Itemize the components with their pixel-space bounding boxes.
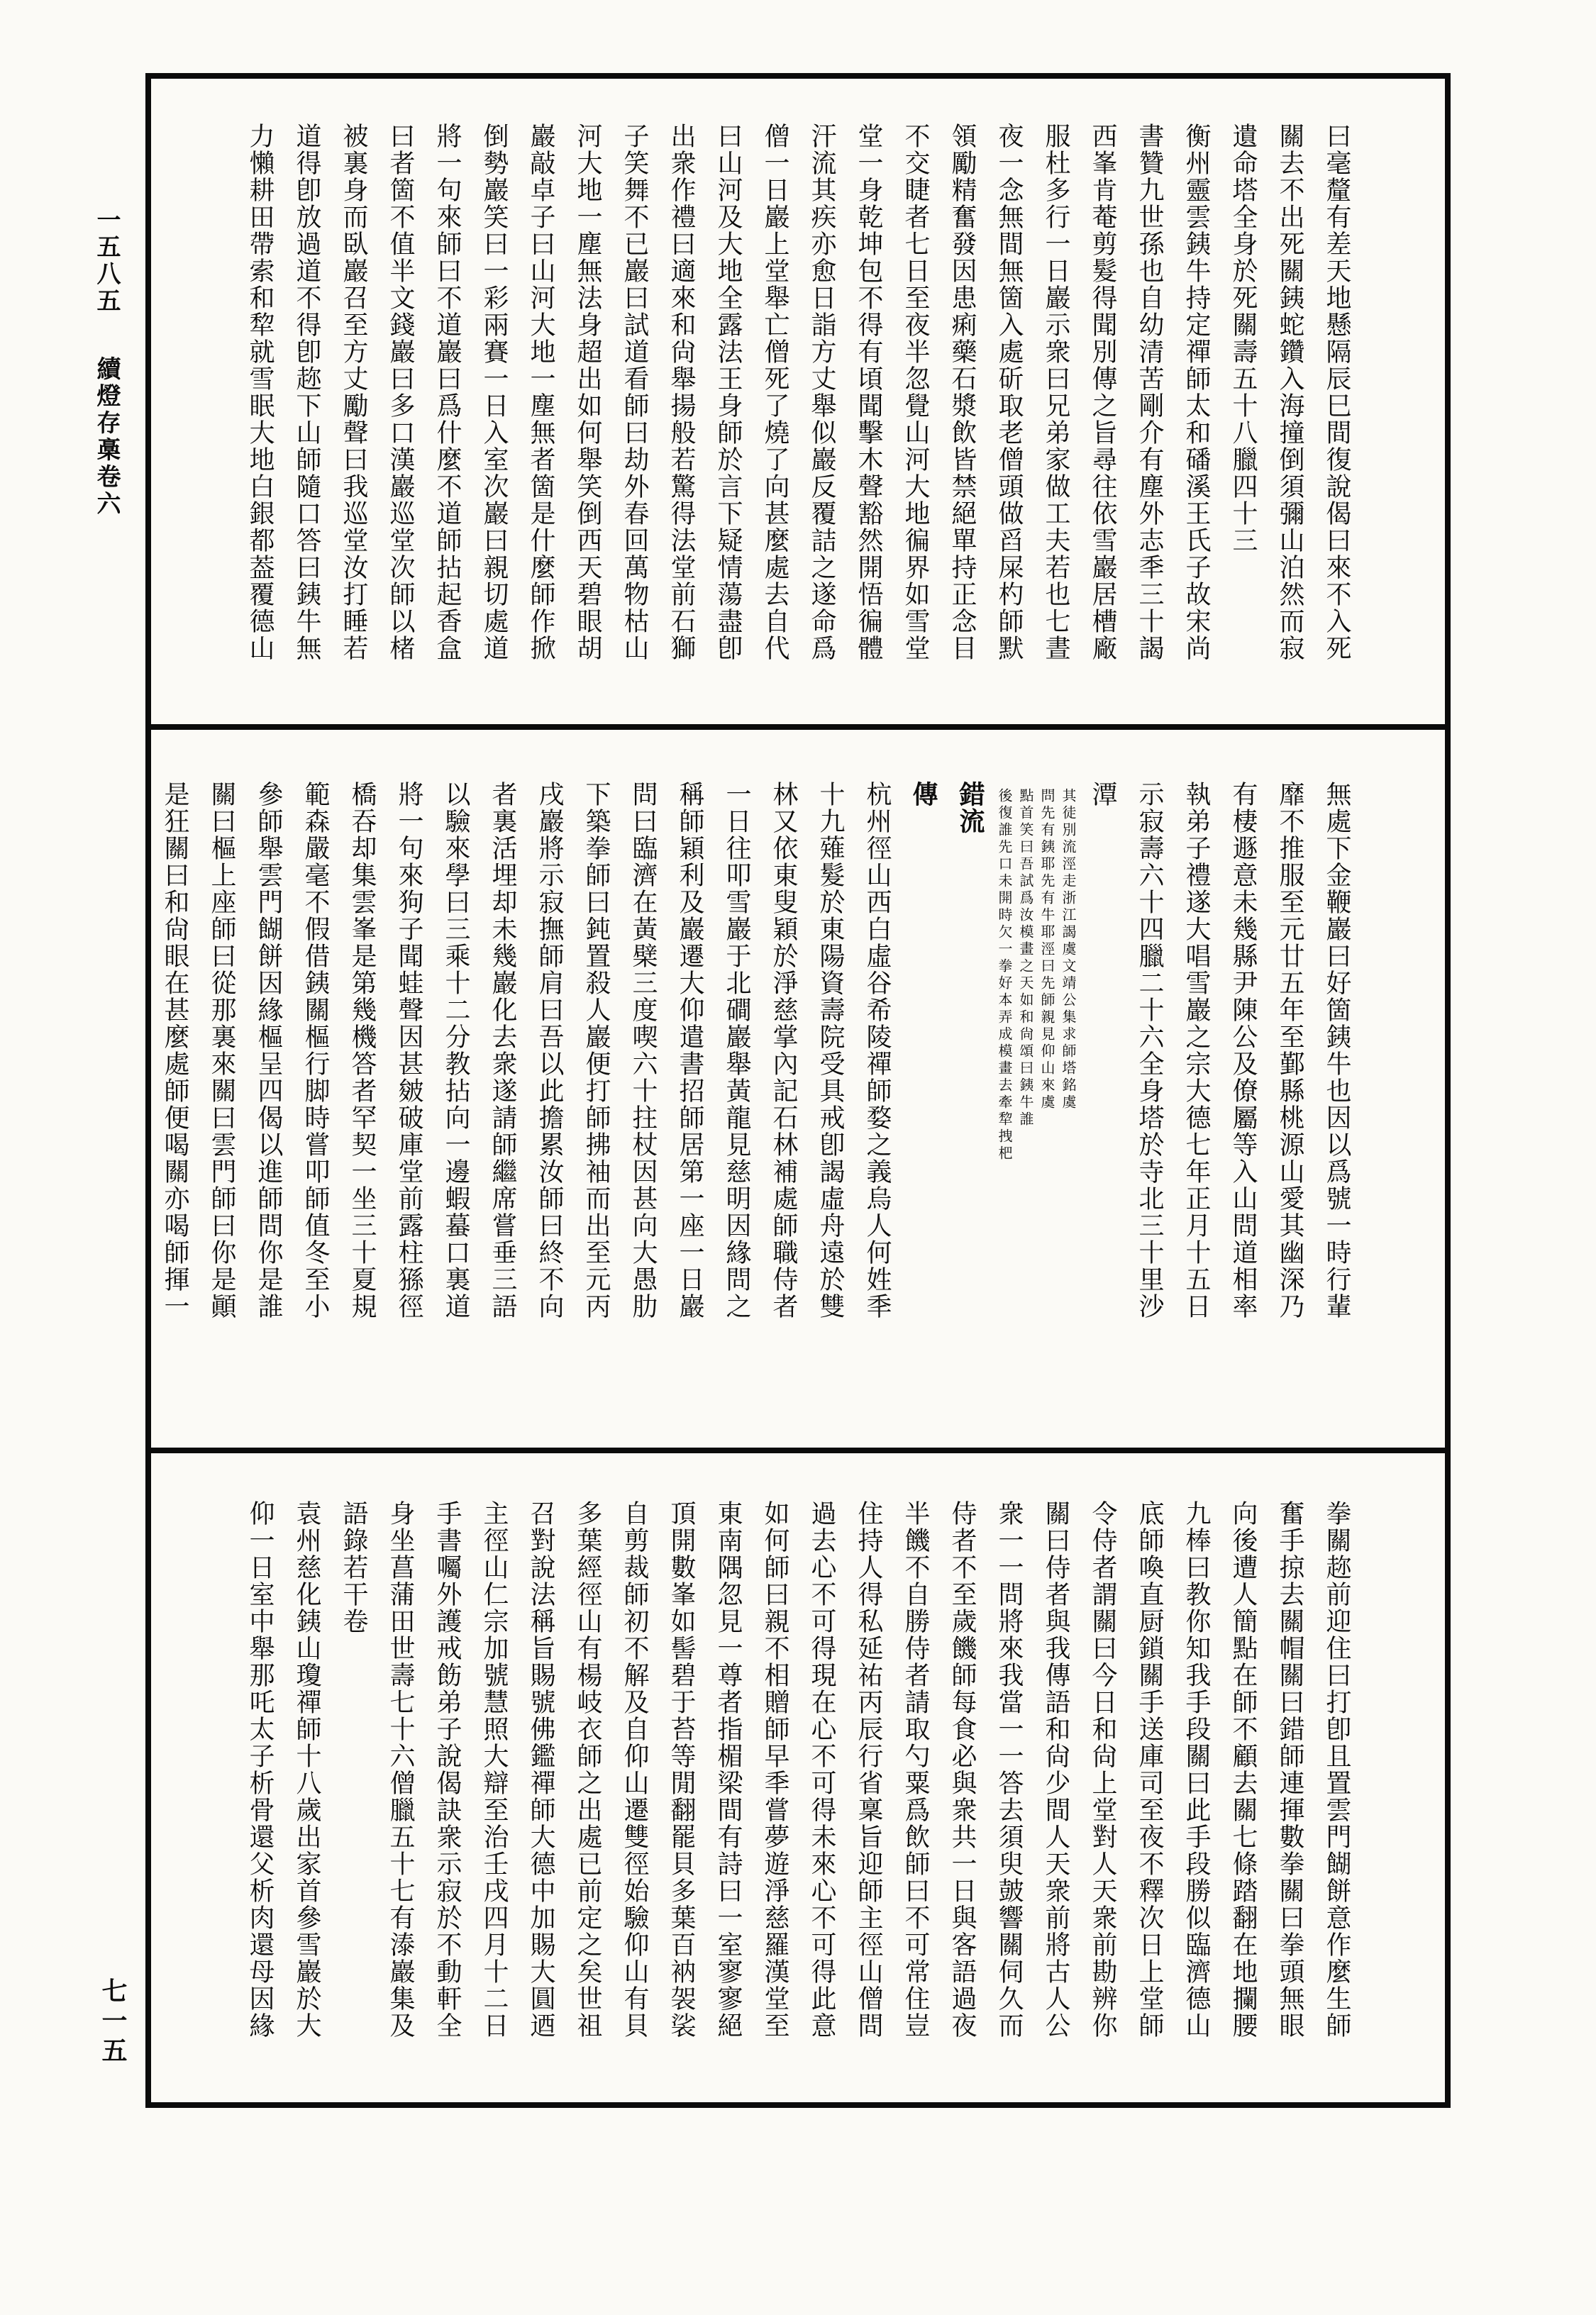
text-column: 半饑不自勝侍者請取勺粟爲飲師曰不可常住豈	[901, 1500, 930, 2039]
text-column: 關曰樞上座師曰從那裏來關曰雲門師曰你是顚	[207, 781, 236, 1320]
margin-item-number: 一五八五	[92, 207, 121, 315]
text-column: 袁州慈化銕山瓊禪師十八歲出家首參雪巖於大	[292, 1500, 321, 2039]
text-column: 召對說法稱旨賜號佛鑑禪師大德中加賜大圓迺	[526, 1500, 555, 2039]
note-lead-character: 潭	[1088, 781, 1117, 808]
text-column: 住持人得私延祐丙辰行省稟旨迎師主徑山僧問	[854, 1500, 883, 2039]
interlinear-note	[994, 788, 1079, 1429]
text-column: 書贊九世孫也自幼清苦剛介有塵外志秊三十謁	[1135, 123, 1164, 662]
text-column: 者裏活埋却未幾巖化去衆遂請師繼席嘗垂三語	[488, 781, 517, 1320]
text-column: 向後遭人簡點在師不顧去關七條踏翻在地攔腰	[1229, 1500, 1258, 2039]
text-column: 不交睫者七日至夜半忽覺山河大地徧界如雪堂	[901, 123, 930, 662]
margin-book-title: 續燈存槀卷六	[92, 356, 121, 518]
page-number-label: 七一五	[98, 1977, 128, 2067]
text-column: 如何師曰親不相贈師早秊嘗夢遊淨慈羅漢堂至	[760, 1500, 789, 2039]
text-column: 汗流其疾亦愈日詣方丈舉似巖反覆詰之遂命爲	[807, 123, 836, 662]
text-column: 底師喚直厨鎖關手送庫司至夜不釋次日上堂師	[1135, 1500, 1164, 2039]
text-column: 曰毫釐有差天地懸隔辰巳間復說偈曰來不入死	[1322, 123, 1351, 662]
text-column: 河大地一塵無法身超出如何舉笑倒西天碧眼胡	[573, 123, 602, 662]
text-column: 道得卽放過道不得卽趂下山師隨口答曰銕牛無	[292, 123, 321, 662]
text-column: 遺命塔全身於死關壽五十八臘四十三	[1229, 123, 1258, 554]
text-column: 十九薙髮於東陽資壽院受具戒卽謁虛舟遠於雙	[816, 781, 845, 1320]
text-column: 自剪裁師初不解及自仰山遷雙徑始驗仰山有貝	[620, 1500, 649, 2039]
text-column: 有棲遯意未幾縣尹陳公及僚屬等入山問道相率	[1229, 781, 1258, 1320]
band-bottom	[151, 1453, 1445, 2102]
text-column: 倒勢巖笑曰一彩兩賽一日入室次巖曰親切處道	[480, 123, 509, 662]
text-column: 將一句來師曰不道巖曰爲什麼不道師拈起香盒	[433, 123, 462, 662]
text-column: 一日往叩雪巖于北磵巖舉黃龍見慈明因緣問之	[722, 781, 751, 1320]
text-column: 林又依東叟穎於淨慈掌內記石林補處師職侍者	[769, 781, 798, 1320]
text-column: 侍者不至歲饑師每食必與衆共一日與客語過夜	[948, 1500, 977, 2039]
text-column: 橋吞却集雲峯是第幾機答者罕契一坐三十夏規	[348, 781, 377, 1320]
text-column: 令侍者謂關曰今日和尙上堂對人天衆前勘辨你	[1088, 1500, 1117, 2039]
text-column: 衡州靈雲銕牛持定禪師太和磻溪王氏子故宋尚	[1182, 123, 1211, 662]
text-column: 衆一一問將來我當一一答去須臾皷響關伺久而	[994, 1500, 1024, 2039]
text-column: 奮手掠去關帽關曰錯師連揮數拳關曰拳頭無眼	[1275, 1500, 1304, 2039]
text-column: 拳關趂前迎住曰打卽且置雲門餬餅意作麼生師	[1322, 1500, 1351, 2039]
text-column: 被裏身而臥巖召至方丈勵聲曰我巡堂汝打睡若	[339, 123, 368, 662]
text-column: 僧一日巖上堂舉亡僧死了燒了向甚麼處去自代	[760, 123, 789, 662]
content-frame	[145, 73, 1451, 2108]
text-column: 身坐菖蒲田世壽七十六僧臘五十七有溙巖集及	[386, 1500, 415, 2039]
text-column: 問曰臨濟在黃檗三度喫六十拄杖因甚向大愚肋	[628, 781, 658, 1320]
text-column: 語錄若干卷	[339, 1500, 368, 1635]
section-label-column: 傳	[909, 781, 938, 808]
text-column: 過去心不可得現在心不可得未來心不可得此意	[807, 1500, 836, 2039]
text-column: 曰山河及大地全露法王身師於言下疑情蕩盡卽	[714, 123, 743, 662]
note-column	[994, 781, 1126, 1429]
text-column: 多葉經徑山有楊岐衣師之出處已前定之矣世祖	[573, 1500, 602, 2039]
text-column: 參師舉雲門餬餅因緣樞呈四偈以進師問你是誰	[254, 781, 283, 1320]
band-divider	[151, 724, 1445, 730]
text-column: 範森嚴毫不假借銕關樞行脚時嘗叩師值冬至小	[301, 781, 330, 1320]
text-column: 戌巖將示寂撫師肩曰吾以此擔累汝師曰終不向	[535, 781, 564, 1320]
text-column: 主徑山仁宗加號慧照大辯至治壬戌四月十二日	[480, 1500, 509, 2039]
text-column: 關去不出死關銕蛇鑽入海撞倒須彌山泊然而寂	[1275, 123, 1304, 662]
band-divider	[151, 1448, 1445, 1453]
text-column: 靡不推服至元廿五年至鄞縣桃源山愛其幽深乃	[1275, 781, 1304, 1320]
text-column: 服杜多行一日巖示衆曰兄弟家做工夫若也七晝	[1041, 123, 1070, 662]
text-column: 將一句來狗子聞蛙聲因甚皴破庫堂前露柱猻徑	[394, 781, 423, 1320]
section-label-column: 錯流	[955, 781, 985, 835]
text-column: 堂一身乾坤包不得有頃聞擊木聲豁然開悟徧體	[854, 123, 883, 662]
text-column: 執弟子禮遂大唱雪巖之宗大德七年正月十五日	[1182, 781, 1211, 1320]
text-column: 稱師穎利及巖遷大仰遣書招師居第一座一日巖	[675, 781, 704, 1320]
margin-label	[89, 207, 124, 518]
note-line: 後復誰先口未開時欠一拳好本弄成模畫去牽犂拽杷	[996, 788, 1013, 1162]
note-line: 問先有銕耶先有牛耶涇曰先師親見仰山來虞	[1038, 788, 1055, 1111]
text-column: 東南隅忽見一尊者指楣梁間有詩曰一室寥寥絕	[714, 1500, 743, 2039]
text-column: 手書囑外護戒飭弟子說偈訣衆示寂於不動軒全	[433, 1500, 462, 2039]
text-column: 西峯肯菴剪髮得聞別傳之旨尋往依雪巖居槽廠	[1088, 123, 1117, 662]
text-column: 關曰侍者與我傳語和尙少間人天衆前將古人公	[1041, 1500, 1070, 2039]
text-column: 仰一日室中舉那吒太子析骨還父析肉還母因緣	[245, 1500, 275, 2039]
text-column: 示寂壽六十四臘二十六全身塔於寺北三十里沙	[1135, 781, 1164, 1320]
text-column: 力懶耕田帶索和犂就雪眠大地白銀都葢覆德山	[245, 123, 275, 662]
text-column: 以驗來學曰三乘十二分教拈向一邊蝦蟇口裏道	[441, 781, 470, 1320]
note-line: 點首笑曰吾試爲汝模畫之天如和尙頌曰銕牛誰	[1017, 788, 1034, 1128]
text-column: 夜一念無間無箇入處斫取老僧頭做舀屎杓師默	[994, 123, 1024, 662]
text-column: 領勵精奮發因患痢藥石漿飲皆禁絕單持正念目	[948, 123, 977, 662]
text-column: 曰者箇不值半文錢巖曰多口漢巖巡堂次師以楮	[386, 123, 415, 662]
note-line: 其徒別流涇走浙江謁虞文靖公集求師塔銘虞	[1060, 788, 1077, 1111]
text-column: 出衆作禮曰適來和尙舉揚般若驚得法堂前石獅	[667, 123, 696, 662]
band-middle	[151, 730, 1445, 1448]
band-top	[151, 79, 1445, 724]
text-column: 子笑舞不已巖曰試道看師曰劫外春回萬物枯山	[620, 123, 649, 662]
text-column: 九棒曰教你知我手段關曰此手段勝似臨濟德山	[1182, 1500, 1211, 2039]
text-column: 巖敲卓子曰山河大地一塵無者箇是什麼師作掀	[526, 123, 555, 662]
text-column: 下築拳師曰鈍置殺人巖便打師拂袖而出至元丙	[582, 781, 611, 1320]
text-column: 杭州徑山西白虛谷希陵禪師婺之義烏人何姓秊	[863, 781, 892, 1320]
text-column: 頂開數峯如髻碧于苔等閒翻罷貝多葉百衲袈裟	[667, 1500, 696, 2039]
text-column: 無處下金鞭巖曰好箇銕牛也因以爲號一時行輩	[1322, 781, 1351, 1320]
text-column: 是狂關曰和尙眼在甚麼處師便喝關亦喝師揮一	[160, 781, 189, 1320]
